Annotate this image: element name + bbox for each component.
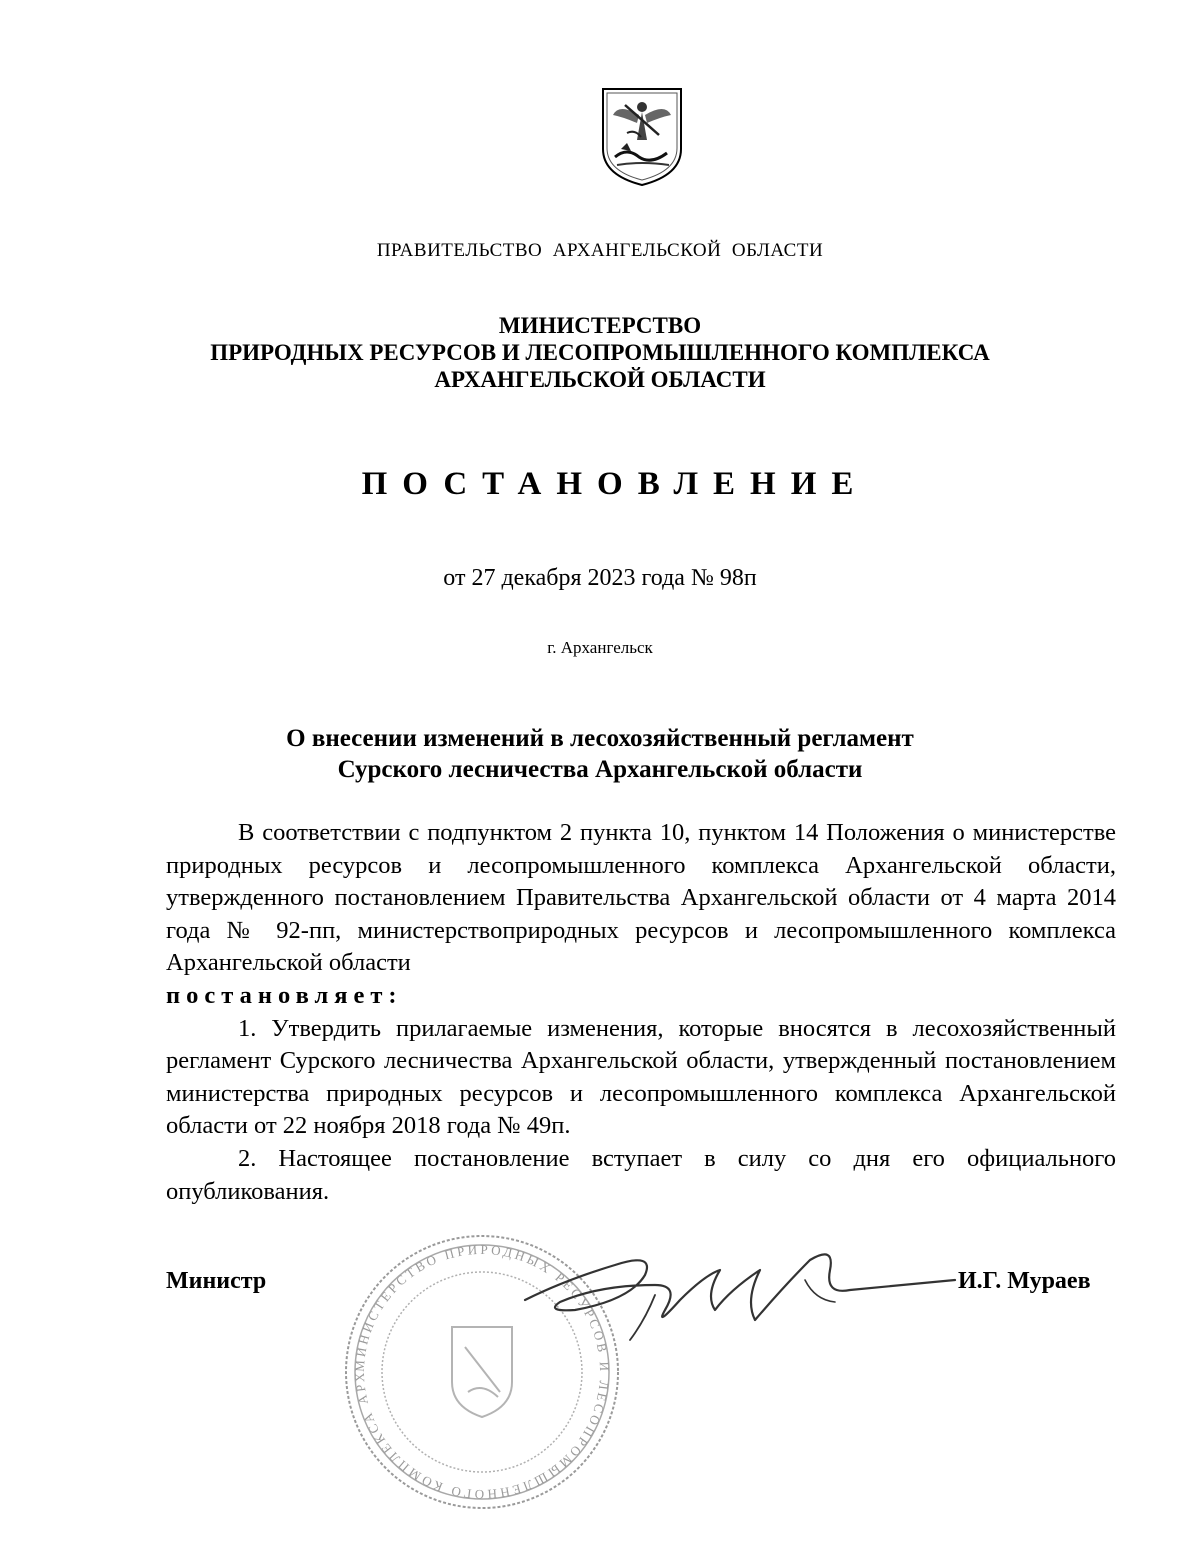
document-title [0, 723, 1200, 785]
document-type: ПОСТАНОВЛЕНИЕ [361, 466, 869, 502]
document-body [166, 817, 1116, 1208]
signatory-name: И.Г. Мураев [958, 1268, 1091, 1294]
government-name [0, 240, 1200, 262]
coat-of-arms-icon [597, 85, 687, 190]
signatory-position: Министр [166, 1268, 267, 1294]
ministry-line-1: МИНИСТЕРСТВО [498, 313, 702, 338]
title-line-2: Сурского лесничества Архангельской области [337, 756, 863, 783]
document-city: г. Архангельск [547, 638, 653, 657]
government-name-text: ПРАВИТЕЛЬСТВО АРХАНГЕЛЬСКОЙ ОБЛАСТИ [376, 240, 824, 261]
stamp-text: МИНИСТЕРСТВО ПРИРОДНЫХ РЕСУРСОВ И ЛЕСОПРОМЫШЛЕННОГО КОМПЛЕКСА АРХ [351, 1241, 613, 1503]
handwritten-signature-icon [505, 1240, 975, 1350]
ministry-line-2: ПРИРОДНЫХ РЕСУРСОВ И ЛЕСОПРОМЫШЛЕННОГО КОМПЛЕКСА [210, 340, 990, 365]
item-2-paragraph: 2. Настоящее постановление вступает в силу со дня его официального опубликования. [166, 1144, 1116, 1205]
preamble-paragraph: В соответствии с подпунктом 2 пункта 10, пунктом 14 Положения о министерстве природных ресурсов и лесопромышленного комплекса Архангельской области, утвержденного постановлением Правительства Архангельской области от 4 марта 2014 года № 92-пп, министерствоприродных ресурсов и лесопромышленного комплекса Архангельской области [166, 819, 1116, 977]
title-line-1: О внесении изменений в лесохозяйственный регламент [286, 725, 914, 752]
item-1-paragraph: 1. Утвердить прилагаемые изменения, которые вносятся в лесохозяйственный регламент Сурского лесничества Архангельской области, утвержденный постановлением министерства природных ресурсов и лесопромышленного комплекса Архангельской области от 22 ноября 2018 года № 49п. [166, 1014, 1116, 1140]
ministry-line-3: АРХАНГЕЛЬСКОЙ ОБЛАСТИ [434, 367, 766, 392]
decree-word: постановляет: [166, 981, 403, 1009]
ministry-name [0, 312, 1200, 393]
document-date: от 27 декабря 2023 года № 98п [443, 565, 757, 591]
